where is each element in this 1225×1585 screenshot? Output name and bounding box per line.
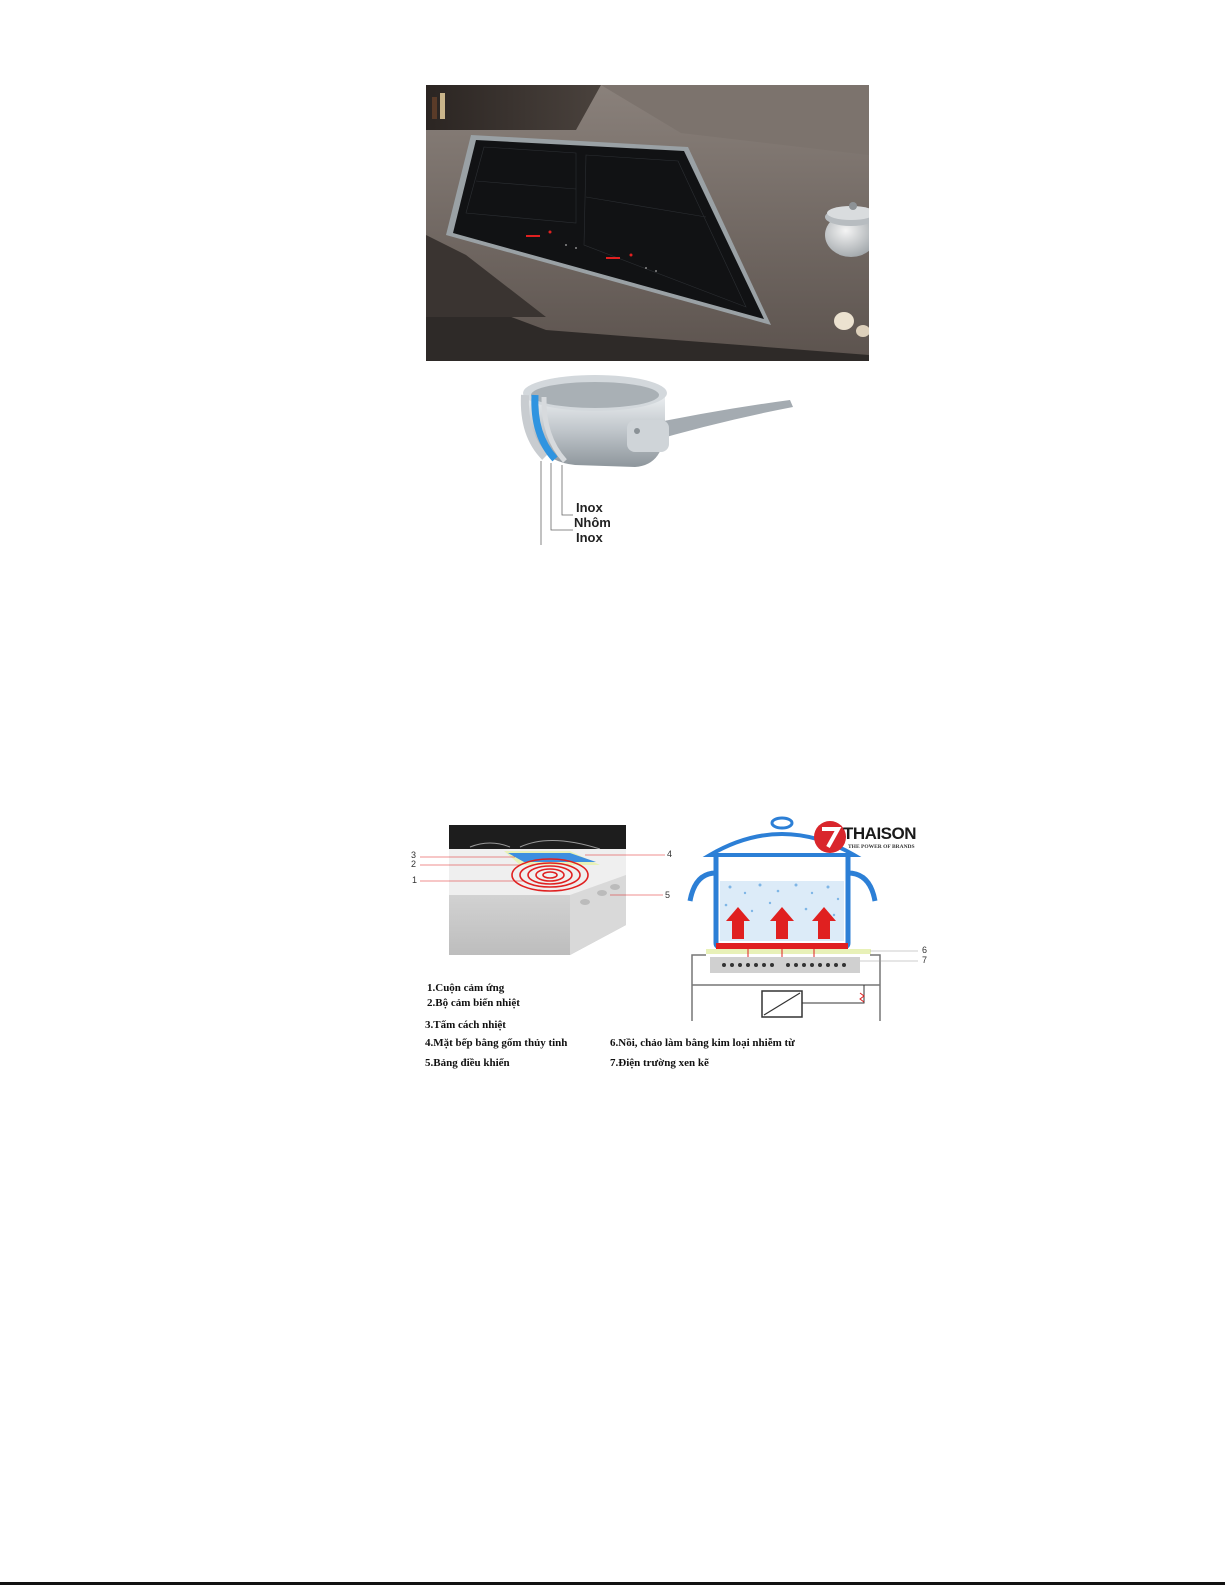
part-number-4: 4: [667, 849, 673, 859]
caption-glass-ceramic-surface: 4.Mặt bếp bằng gốm thủy tinh: [425, 1037, 568, 1049]
caption-insulation-plate: 3.Tấm cách nhiệt: [425, 1019, 506, 1031]
pan-cutaway-illustration: [515, 365, 800, 545]
brand-tagline: THE POWER OF BRANDS: [848, 844, 915, 850]
hob-scene-illustration: [426, 85, 869, 361]
induction-diagram: [410, 815, 950, 1095]
caption-control-panel: 5.Bảng điều khiển: [425, 1057, 510, 1069]
thaison-logo-mark: [814, 821, 846, 853]
induction-hob-photo: [426, 85, 869, 361]
caption-alternating-field: 7.Điện trường xen kẽ: [610, 1057, 709, 1069]
part-number-6: 6: [922, 945, 928, 955]
part-number-7: 7: [922, 955, 928, 965]
pan-layer-label-inner: Inox: [576, 500, 603, 515]
caption-induction-coil: 1.Cuộn cảm ứng: [427, 982, 505, 994]
part-number-5: 5: [665, 890, 671, 900]
part-number-1: 1: [412, 875, 418, 885]
part-number-3: 3: [411, 850, 417, 860]
tri-ply-pan-figure: [515, 365, 800, 545]
caption-temperature-sensor: 2.Bộ cảm biến nhiệt: [427, 997, 520, 1009]
pan-layer-label-outer: Inox: [576, 530, 603, 545]
part-number-2: 2: [411, 859, 417, 869]
caption-magnetic-cookware: 6.Nồi, chảo làm bằng kim loại nhiễm từ: [610, 1037, 795, 1049]
brand-name: THAISON: [843, 824, 916, 843]
pan-layer-label-middle: Nhôm: [574, 515, 611, 530]
